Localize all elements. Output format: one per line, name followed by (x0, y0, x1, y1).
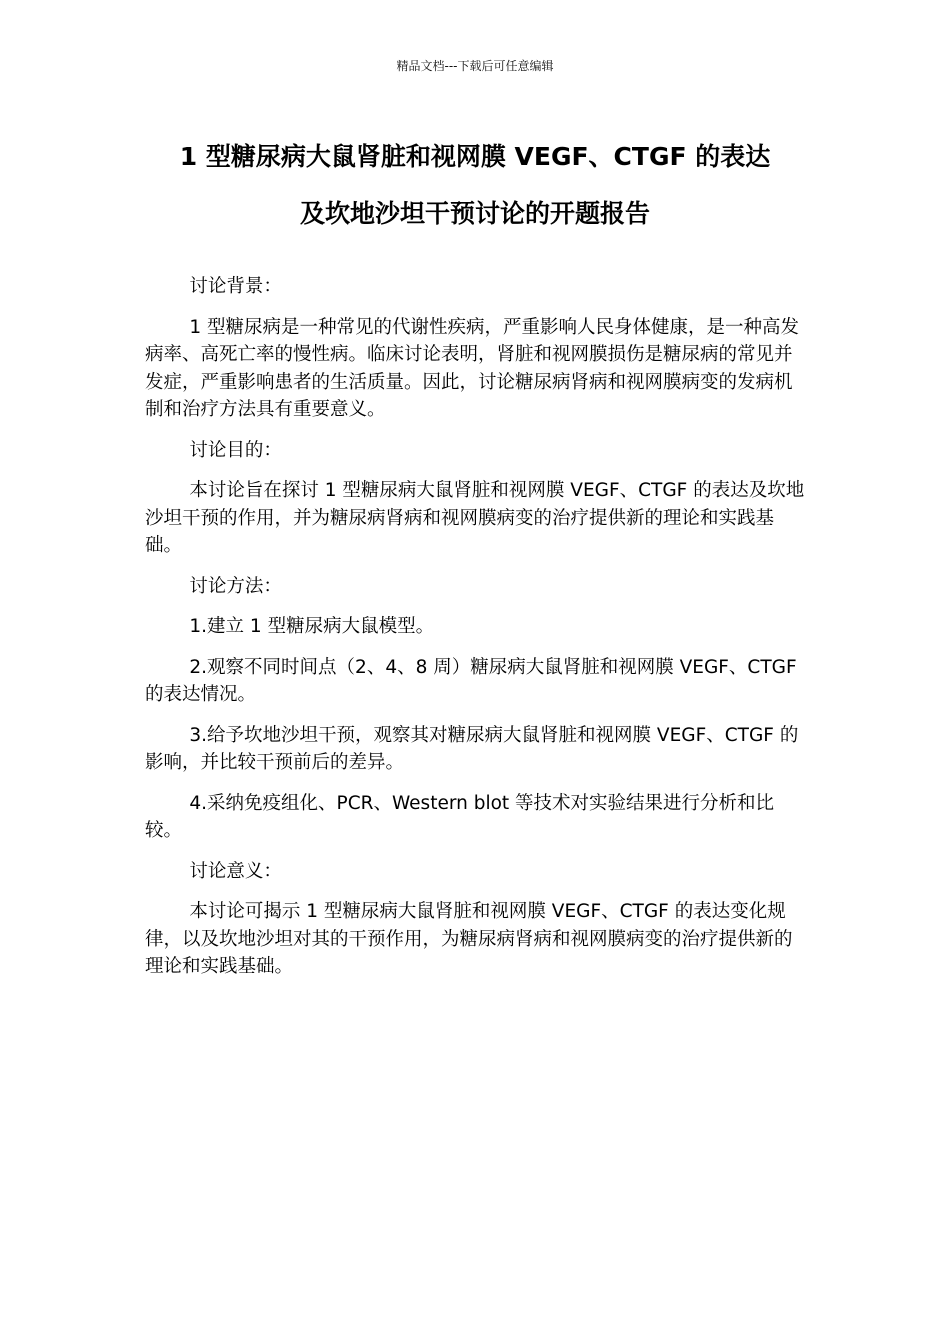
background-heading: 讨论背景： (189, 276, 282, 297)
method-heading: 讨论方法： (189, 575, 282, 597)
document-title-line-2: 及坎地沙坦干预讨论的开题报告 (299, 199, 650, 228)
document-body (145, 273, 810, 994)
background-paragraph: 1 型糖尿病是一种常见的代谢性疾病，严重影响人民身体健康，是一种高发病率、高死亡率的慢性病。临床讨论表明，肾脏和视网膜损伤是糖尿病的常见并发症，严重影响患者的生活质量。因此，讨论糖尿病肾病和视网膜病变的发病机制和治疗方法具有重要意义。 (145, 316, 800, 420)
method-item-4: 4.采纳免疫组化、PCR、Western blot 等技术对实验结果进行分析和比较。 (145, 792, 775, 841)
page-header-note: 精品文档---下载后可任意编辑 (396, 59, 554, 73)
purpose-heading: 讨论目的： (189, 439, 282, 461)
method-item-3: 3.给予坎地沙坦干预，观察其对糖尿病大鼠肾脏和视网膜 VEGF、CTGF 的影响，并比较干预前后的差异。 (145, 724, 799, 773)
method-item-1: 1.建立 1 型糖尿病大鼠模型。 (189, 616, 435, 637)
significance-paragraph: 本讨论可揭示 1 型糖尿病大鼠肾脏和视网膜 VEGF、CTGF 的表达变化规律，以及坎地沙坦对其的干预作用，为糖尿病肾病和视网膜病变的治疗提供新的理论和实践基础。 (145, 901, 793, 977)
purpose-paragraph: 本讨论旨在探讨 1 型糖尿病大鼠肾脏和视网膜 VEGF、CTGF 的表达及坎地沙坦干预的作用，并为糖尿病肾病和视网膜病变的治疗提供新的理论和实践基础。 (145, 480, 805, 556)
document-title-line-1: 1 型糖尿病大鼠肾脏和视网膜 VEGF、CTGF 的表达 (179, 142, 771, 171)
significance-heading: 讨论意义： (189, 860, 282, 882)
method-item-2: 2.观察不同时间点（2、4、8 周）糖尿病大鼠肾脏和视网膜 VEGF、CTGF 的表达情况。 (145, 656, 797, 705)
